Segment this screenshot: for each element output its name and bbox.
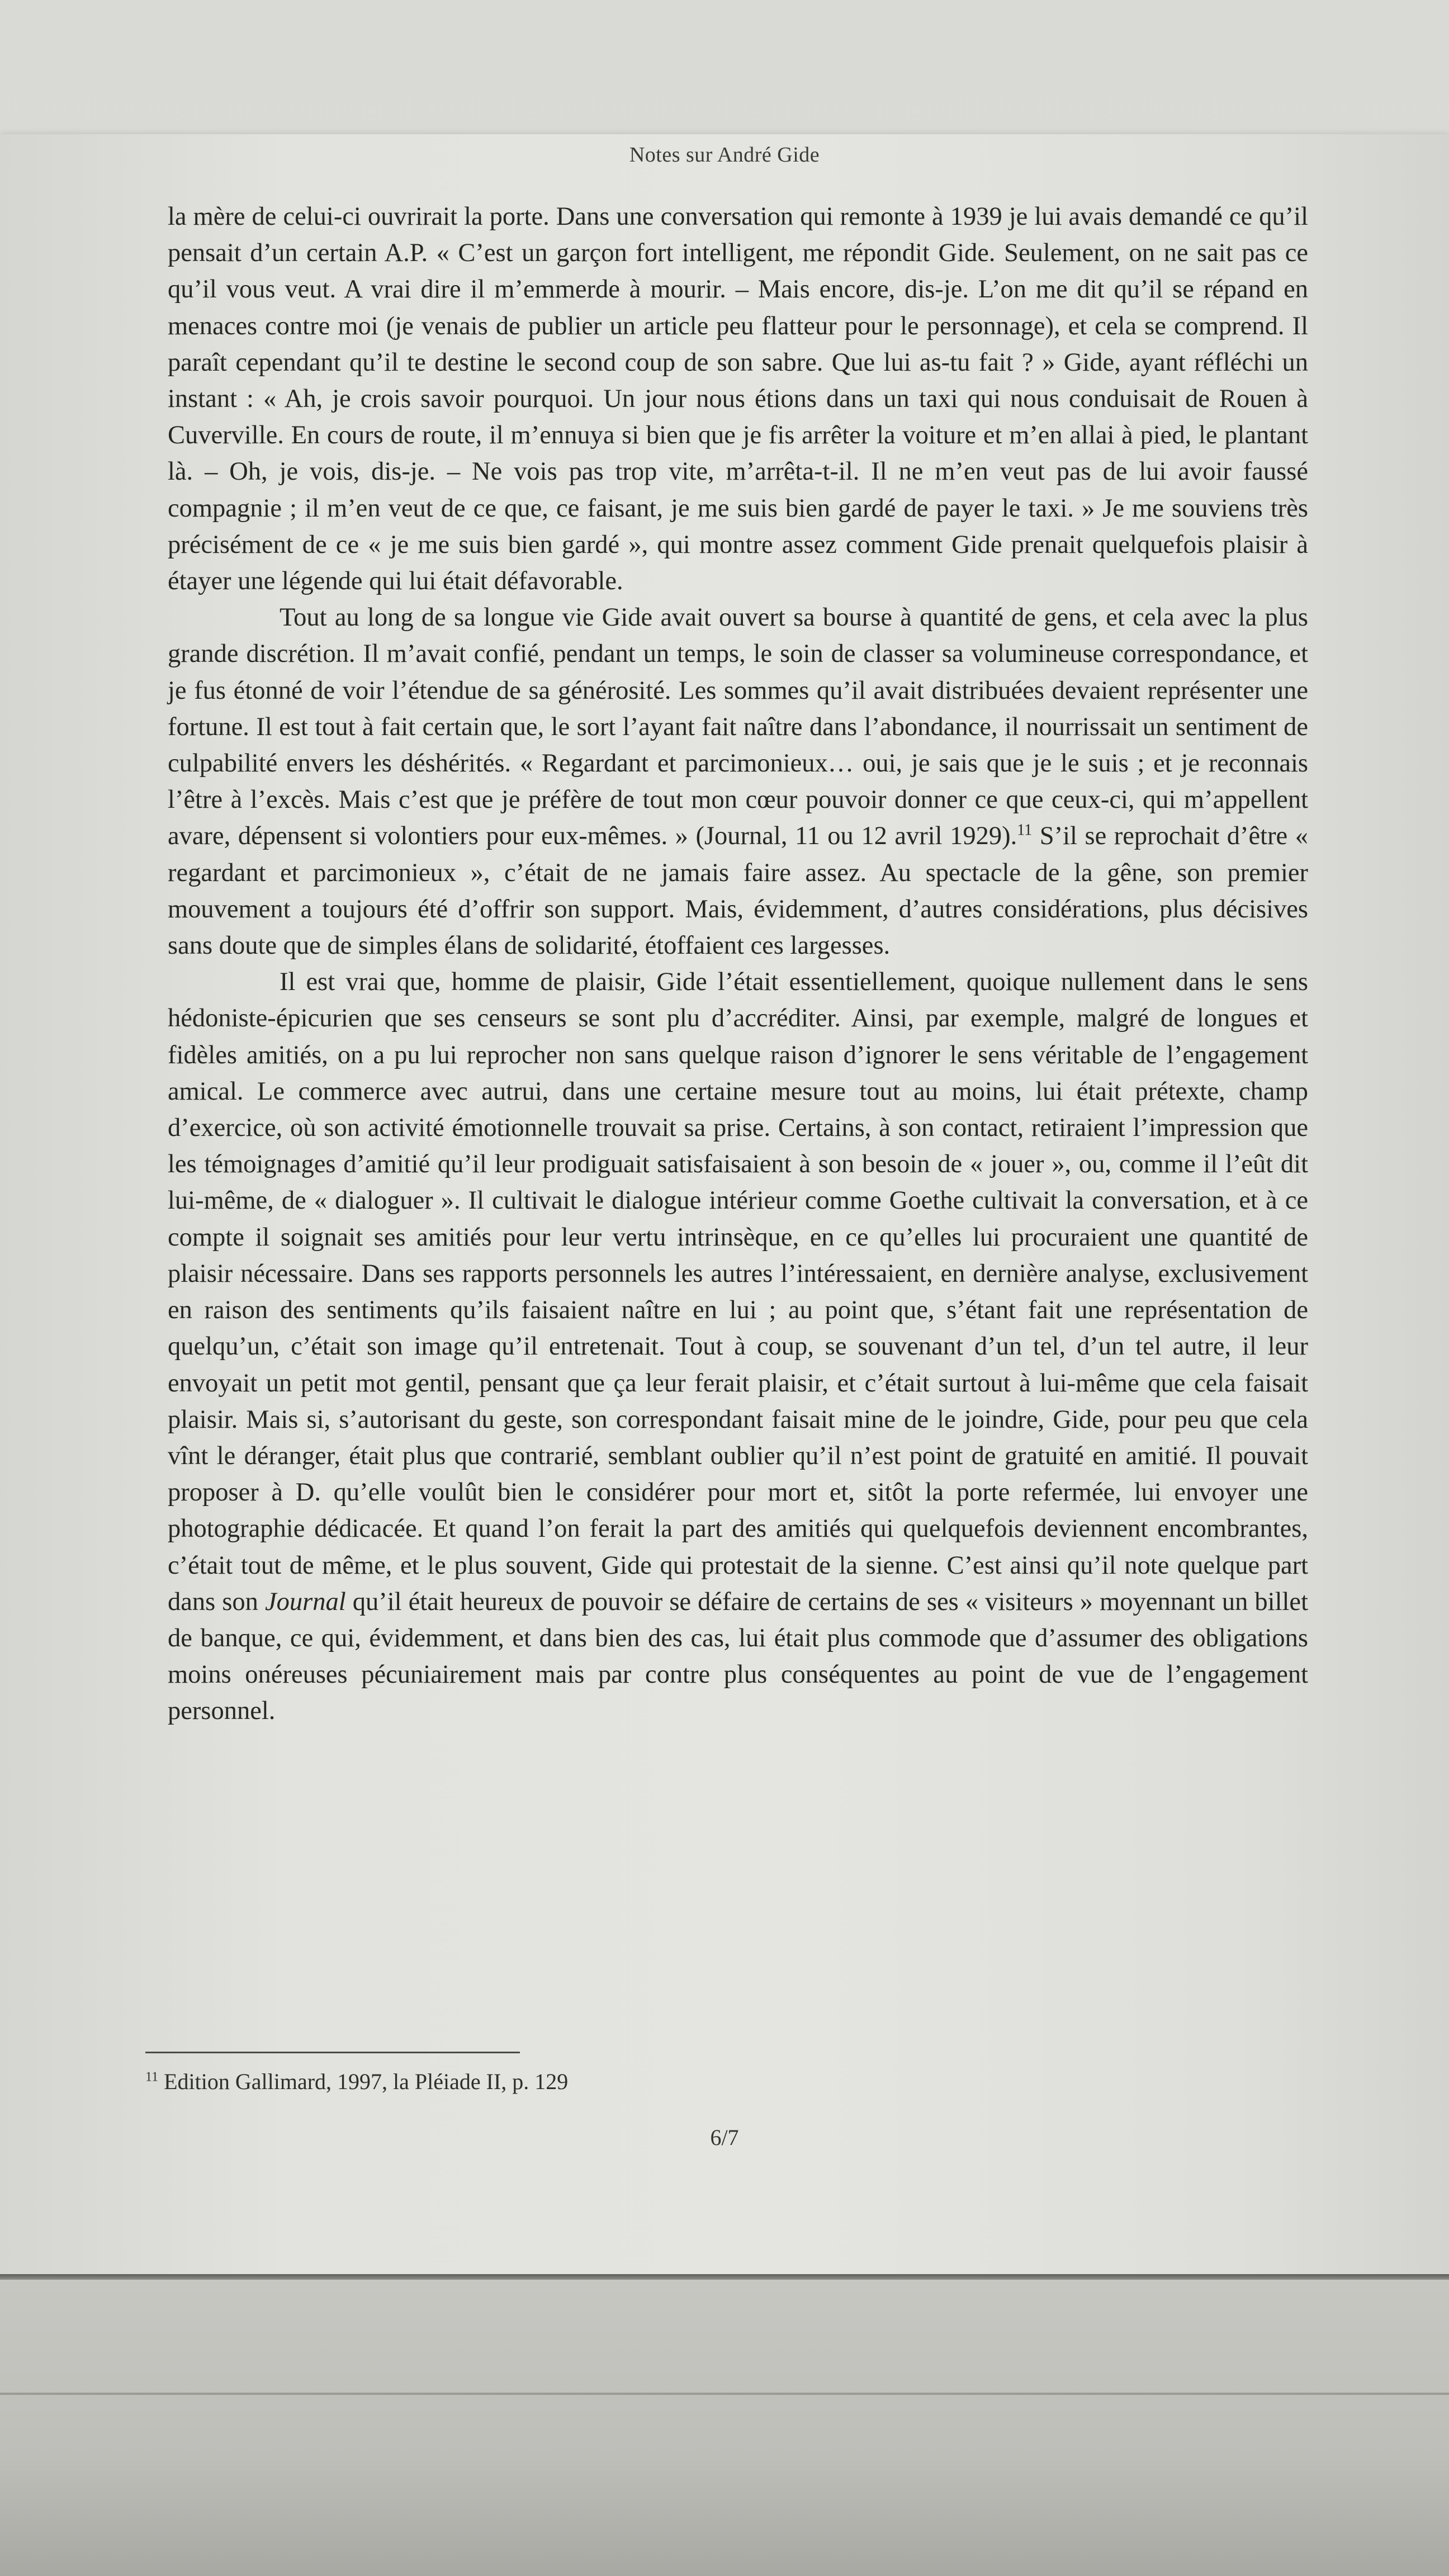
underlying-sheet-edge (0, 2393, 1449, 2395)
paragraph-3 (168, 964, 1308, 1729)
page-number: 6/7 (710, 2125, 739, 2150)
paragraph-3-text-b: qu’il était heureux de pouvoir se défaire de certains de ses « visiteurs » moyennant un billet de banque, ce qui, évidemment, et dans bien des cas, lui était plus commode que d’assumer des obligations moins onéreuses pécuniairement mais par contre plus conséquentes au point de vue de l’engagement personnel. (168, 1587, 1308, 1726)
paragraph-2-text-a: Tout au long de sa longue vie Gide avait ouvert sa bourse à quantité de gens, et cela avec la plus grande discrétion. Il m’avait confié, pendant un temps, le soin de classer sa volumineuse correspondance, et je fus étonné de voir l’étendue de sa générosité. Les sommes qu’il avait distribuées devaient représenter une fortune. Il est tout à fait certain que, le sort l’ayant fait naître dans l’abondance, il nourrissait un sentiment de culpabilité envers les déshérités. « Regardant et parcimonieux… oui, je sais que je le suis ; et je reconnais l’être à l’excès. Mais c’est que je préfère de tout mon cœur pouvoir donner ce que ceux-ci, qui m’appellent avare, dépensent si volontiers pour eux-mêmes. » (Journal, 11 ou 12 avril 1929). (168, 603, 1308, 851)
footnote-number: 11 (145, 2070, 159, 2085)
paragraph-3-text-a: Il est vrai que, homme de plaisir, Gide l’était essentiellement, quoique nullement dans le sens hédoniste-épicurien que ses censeurs se sont plu d’accréditer. Ainsi, par exemple, malgré de longues et fidèles amitiés, on a pu lui reprocher non sans quelque raison d’ignorer le sens véritable de l’engagement amical. Le commerce avec autrui, dans une certaine mesure tout au moins, lui était prétexte, champ d’exercice, où son activité émotionnelle trouvait sa prise. Certains, à son contact, retiraient l’impression que les témoignages d’amitié qu’il leur prodiguait satisfaisaient à son besoin de « jouer », ou, comme il l’eût dit lui-même, de « dialoguer ». Il cultivait le dialogue intérieur comme Goethe cultivait la conversation, et à ce compte il soignait ses amitiés pour leur vertu intrinsèque, en ce qu’elles lui procuraient une quantité de plaisir nécessaire. Dans ses rapports personnels les autres l’intéressaient, en dernière analyse, exclusivement en raison des sentiments qu’ils faisaient naître en lui ; au point que, s’étant fait une représentation de quelqu’un, c’était son image qu’il entretenait. Tout à coup, se souvenant d’un tel, d’un tel autre, il leur envoyait un petit mot gentil, pensant que ça leur ferait plaisir, et c’était surtout à lui-même que cela faisait plaisir. Mais si, s’autorisant du geste, son correspondant faisait mine de le joindre, Gide, pour peu que cela vînt le déranger, était plus que contrarié, semblant oublier qu’il n’est point de gratuité en amitié. Il pouvait proposer à D. qu’elle voulût bien le considérer pour mort et, sitôt la porte refermée, lui envoyer une photographie dédicacée. Et quand l’on ferait la part des amitiés qui quelquefois deviennent encombrantes, c’était tout de même, et le plus souvent, Gide qui protestait de la sienne. C’est ainsi qu’il note quelque part dans son (168, 968, 1308, 1616)
running-header: Notes sur André Gide (629, 143, 820, 167)
footnote-reference: 11 (1017, 821, 1033, 839)
body-text (168, 198, 1308, 1730)
page-edge (0, 2274, 1449, 2280)
footnote-divider (145, 2052, 520, 2053)
paragraph-2-text-b: S’il se reprochait d’être « regardant et parcimonieux », c’était de ne jamais faire assez. Au spectacle de la gêne, son premier mouvement a toujours été d’offrir son support. Mais, évidemment, d’autres considérations, plus décisives sans doute que de simples élans de solidarité, étoffaient ces largesses. (168, 822, 1308, 960)
paragraph-2 (168, 599, 1308, 964)
journal-title: Journal (265, 1587, 346, 1616)
paragraph-1: la mère de celui-ci ouvrirait la porte. Dans une conversation qui remonte à 1939 je lui avais demandé ce qu’il pensait d’un certain A.P. « C’est un garçon fort intelligent, me répondit Gide. Seulement, on ne sait pas ce qu’il vous veut. A vrai dire il m’emmerde à mourir. – Mais encore, dis-je. L’on me dit qu’il se répand en menaces contre moi (je venais de publier un article peu flatteur pour le personnage), et cela se comprend. Il paraît cependant qu’il te destine le second coup de son sabre. Que lui as-tu fait ? » Gide, ayant réfléchi un instant : « Ah, je crois savoir pourquoi. Un jour nous étions dans un taxi qui nous conduisait de Rouen à Cuverville. En cours de route, il m’ennuya si bien que je fis arrêter la voiture et m’en allai à pied, le plantant là. – Oh, je vois, dis-je. – Ne vois pas trop vite, m’arrêta-t-il. Il ne m’en veut pas de lui avoir faussé compagnie ; il m’en veut de ce que, ce faisant, je me suis bien gardé de payer le taxi. » Je me souviens très précisément de ce « je me suis bien gardé », qui montre assez comment Gide prenait quelquefois plaisir à étayer une légende qui lui était défavorable. (168, 202, 1308, 596)
footnote (145, 2068, 928, 2095)
underlying-sheet (0, 2280, 1449, 2576)
footnote-text: Edition Gallimard, 1997, la Pléiade II, p. 129 (158, 2069, 569, 2094)
